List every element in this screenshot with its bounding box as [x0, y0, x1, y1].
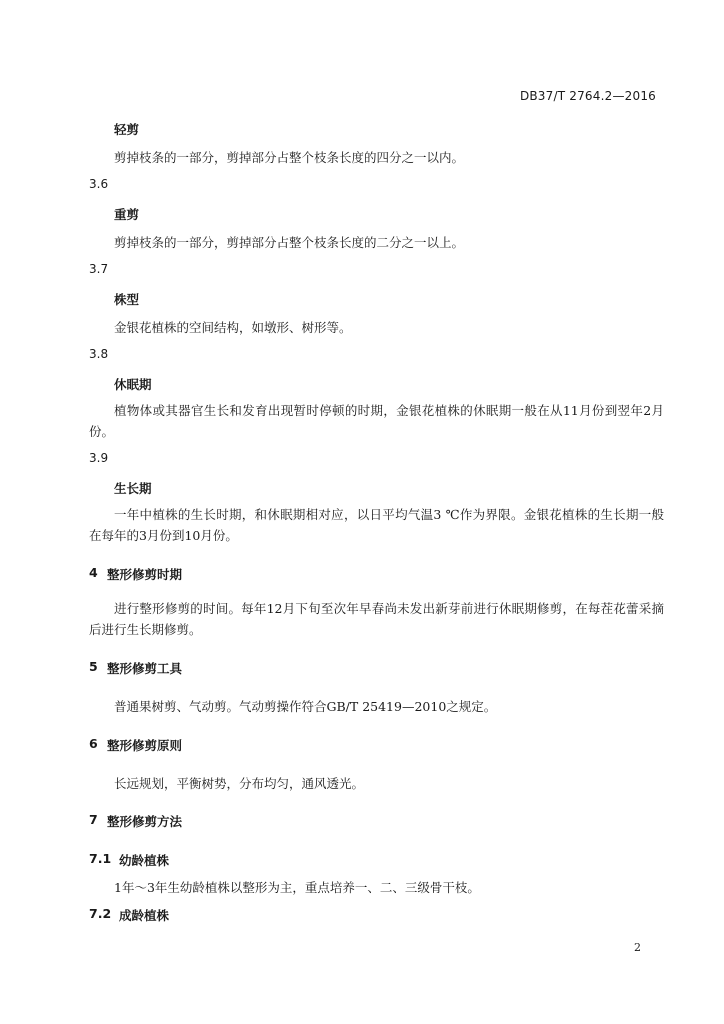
term-3-8: 休眠期 — [114, 377, 152, 392]
section-6-number: 6 — [89, 736, 98, 751]
clause-3-6: 3.6 — [89, 177, 109, 191]
def-3-5: 剪掉枝条的一部分，剪掉部分占整个枝条长度的四分之一以内。 — [114, 150, 465, 165]
term-3-6: 重剪 — [114, 207, 140, 222]
section-4-number: 4 — [89, 565, 98, 580]
def-3-7: 金银花植株的空间结构，如墩形、树形等。 — [114, 320, 352, 335]
section-7-1-number: 7.1 — [89, 851, 112, 866]
section-5-number: 5 — [89, 659, 98, 674]
section-5-title: 整形修剪工具 — [107, 661, 183, 676]
clause-3-7: 3.7 — [89, 262, 109, 276]
section-7-2-number: 7.2 — [89, 906, 112, 921]
section-7-1-title: 幼龄植株 — [119, 853, 170, 868]
clause-3-8: 3.8 — [89, 347, 109, 361]
page-number: 2 — [634, 941, 641, 954]
def-3-9: 一年中植株的生长时期，和休眠期相对应，以日平均气温3 ℃作为界限。金银花植株的生长期一般在每年的3月份到10月份。 — [89, 507, 664, 543]
term-3-9: 生长期 — [114, 481, 152, 496]
section-4-title: 整形修剪时期 — [107, 567, 183, 582]
term-3-7: 株型 — [114, 292, 140, 307]
section-7-number: 7 — [89, 812, 98, 827]
document-id: DB37/T 2764.2—2016 — [519, 89, 656, 103]
section-7-1-body: 1年～3年生幼龄植株以整形为主，重点培养一、二、三级骨干枝。 — [114, 880, 480, 895]
section-7-title: 整形修剪方法 — [107, 814, 183, 829]
def-3-6: 剪掉枝条的一部分，剪掉部分占整个枝条长度的二分之一以上。 — [114, 235, 465, 250]
section-5-body: 普通果树剪、气动剪。气动剪操作符合GB/T 25419—2010之规定。 — [114, 699, 497, 714]
section-7-2-title: 成龄植株 — [119, 908, 170, 923]
def-3-8: 植物体或其器官生长和发育出现暂时停顿的时期，金银花植株的休眠期一般在从11月份到翌年2月份。 — [89, 403, 664, 439]
term-3-5: 轻剪 — [114, 122, 140, 137]
clause-3-9: 3.9 — [89, 451, 109, 465]
section-4-body: 进行整形修剪的时间。每年12月下旬至次年早春尚未发出新芽前进行休眠期修剪，在每茬花蕾采摘后进行生长期修剪。 — [89, 601, 664, 637]
section-6-body: 长远规划，平衡树势，分布均匀，通风透光。 — [114, 776, 365, 791]
section-6-title: 整形修剪原则 — [107, 738, 183, 753]
